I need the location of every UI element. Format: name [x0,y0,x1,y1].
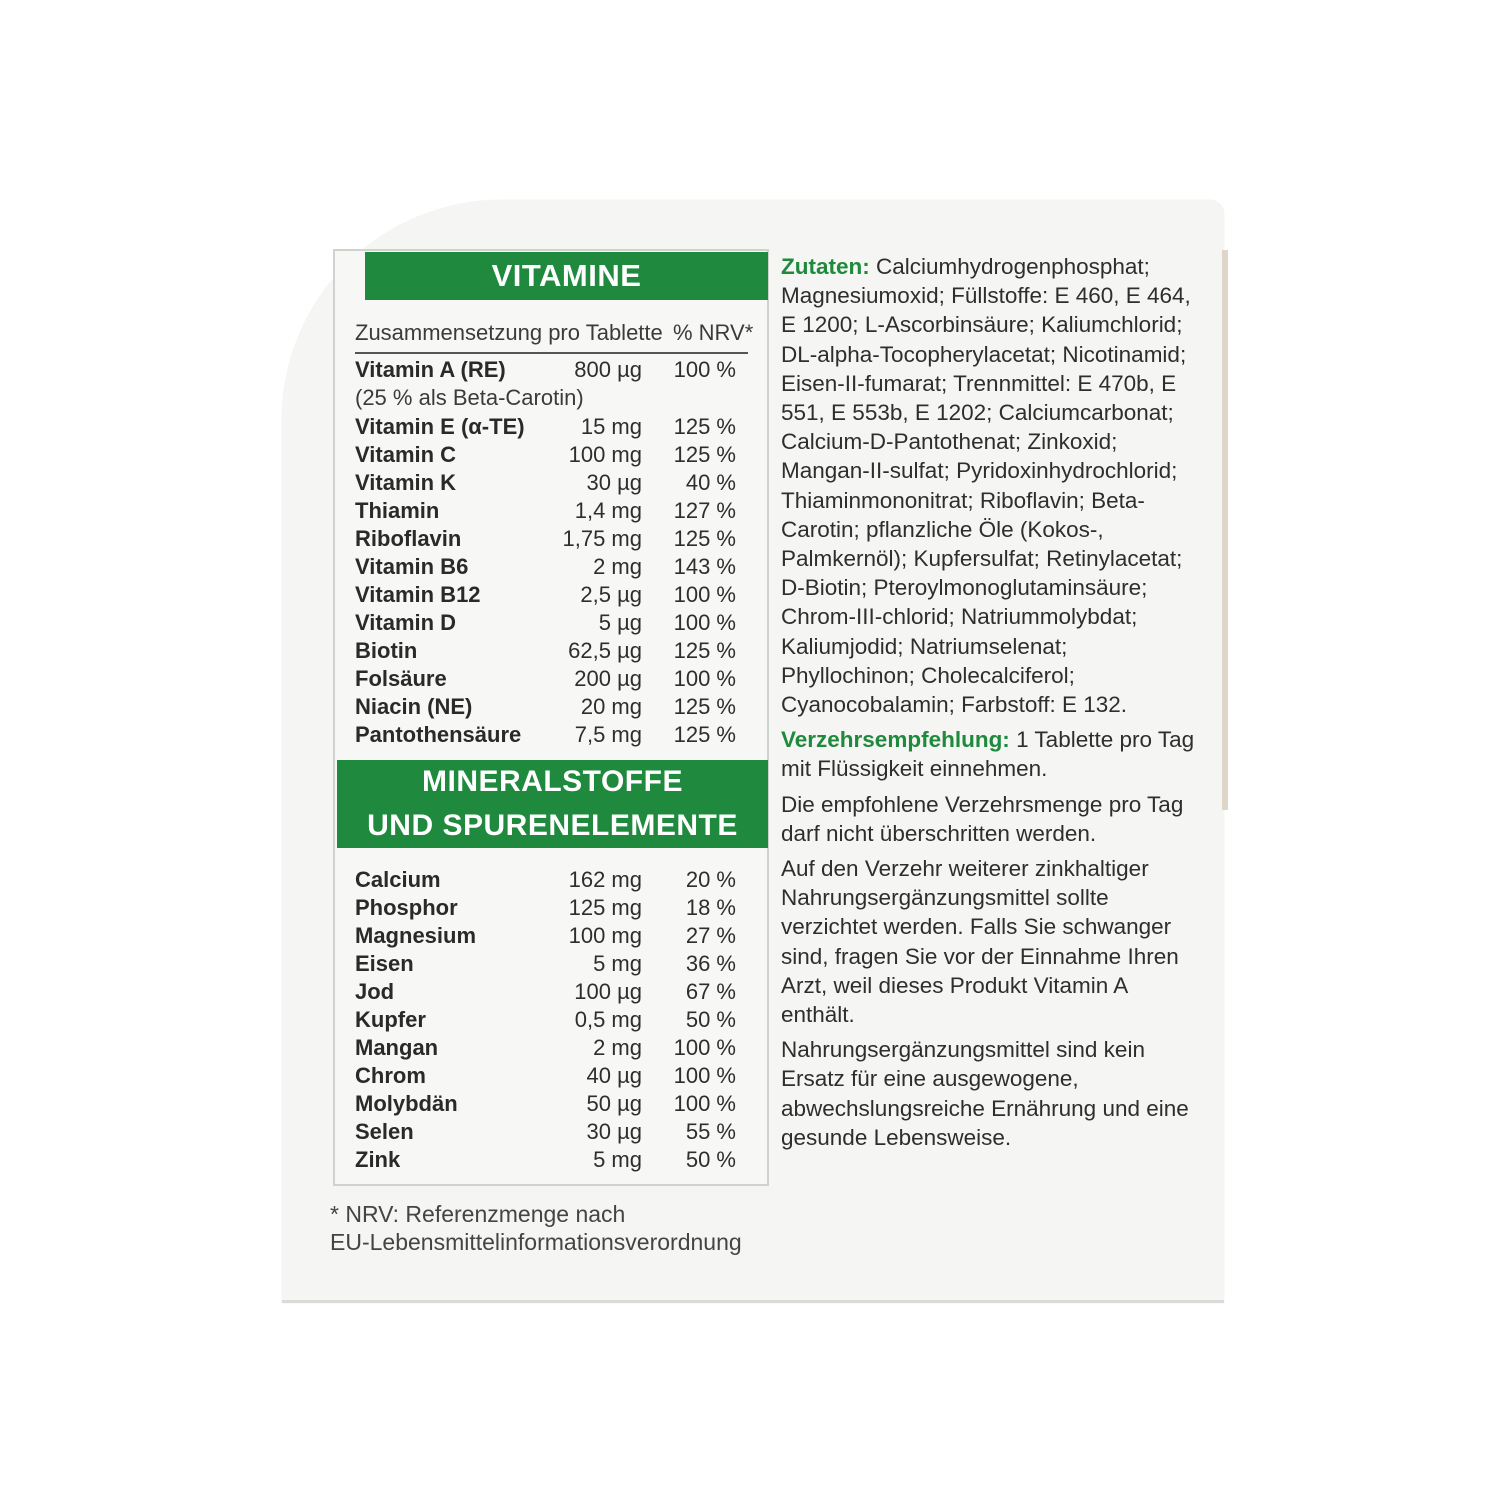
table-row [355,694,750,722]
note-paragraph: Die empfohlene Verzehrsmenge pro Tag darf nicht überschritten werden. [781,791,1184,846]
nutrient-name: Phosphor [355,895,458,920]
nutrient-name: Niacin (NE) [355,694,473,719]
nutrient-amount: 162 mg [568,867,642,892]
table-row [355,867,750,895]
nutrient-name: Zink [355,1147,401,1172]
header-rule [355,352,748,354]
nutrient-name: Riboflavin [355,526,462,551]
nutrient-amount: 1,75 mg [562,526,642,551]
nutrient-name: Jod [355,979,395,1004]
nutrient-nrv: 100 % [673,610,736,635]
table-row [355,1035,750,1063]
nutrient-amount: 100 mg [568,923,642,948]
nutrient-nrv: 100 % [673,666,736,691]
ingredients-paragraph [781,252,1201,719]
table-row [355,1147,750,1175]
nutrient-name: (25 % als Beta-Carotin) [355,385,584,410]
nutrient-amount: 0,5 mg [574,1007,642,1032]
nutrient-amount: 62,5 µg [568,638,642,663]
nutrient-nrv: 143 % [673,554,736,579]
nutrient-name: Thiamin [355,498,440,523]
nutrient-amount: 5 mg [593,1147,642,1172]
table-row [355,1091,750,1119]
nutrient-nrv: 36 % [685,951,736,976]
nutrient-nrv: 125 % [673,694,736,719]
nutrient-name: Mangan [355,1035,439,1060]
nutrient-nrv: 20 % [685,867,736,892]
nutrient-nrv: 125 % [673,722,736,747]
nutrient-name: Vitamin B6 [355,554,469,579]
nutrient-amount: 125 mg [568,895,642,920]
table-row [355,666,750,694]
nrv-header: % NRV* [673,320,754,345]
nutrient-nrv: 125 % [673,526,736,551]
nutrient-nrv: 18 % [685,895,736,920]
nutrient-nrv: 27 % [685,923,736,948]
table-row [355,470,750,498]
nutrient-amount: 5 mg [593,951,642,976]
nutrient-name: Vitamin A (RE) [355,357,506,382]
nutrient-name: Vitamin B12 [355,582,481,607]
nrv-footnote [330,1200,742,1256]
table-row [355,1119,750,1147]
vitamins-heading: VITAMINE [365,252,768,300]
nutrient-amount: 2 mg [593,554,642,579]
note-paragraph: Nahrungsergänzungsmittel sind kein Ersatz für eine ausgewogene, abwechslungsreiche Ernährung und eine gesunde Lebensweise. [781,1037,1189,1150]
nutrient-name: Molybdän [355,1091,458,1116]
nutrient-name: Vitamin C [355,442,457,467]
panel-edge [282,1300,1224,1303]
composition-header: Zusammensetzung pro Tablette [355,320,663,345]
table-row [355,722,750,750]
nutrient-name: Vitamin D [355,610,457,635]
note-paragraph: Auf den Verzehr weiterer zinkhaltiger Nahrungsergänzungsmittel sollte verzichtet werden. Falls Sie schwanger sind, fragen Sie vor der Einnahme Ihren Arzt, weil dieses Produkt Vitamin A enthält. [781,856,1179,1028]
ingredients-text: Calciumhydrogenphosphat; Magnesiumoxid; Füllstoffe: E 460, E 464, E 1200; L-Ascorbinsäure; Kaliumchlorid; DL-alpha-Tocopherylacetat; Nicotinamid; Eisen-II-fumarat; Trennmittel: E 470b, E 551, E 553b, E 1202; Calciumcarbonat; Calcium-D-Pantothenat; Zinkoxid; Mangan-II-sulfat; Pyridoxinhydrochlorid; Thiaminmononitrat; Riboflavin; Beta-Carotin; pflanzliche Öle (Kokos-, Palmkernöl); Kupfersulfat; Retinylacetat; D-Biotin; Pteroylmonoglutaminsäure; Chrom-III-chlorid; Natriummolybdat; Kaliumjodid; Natriumselenat; Phyllochinon; Cholecalciferol; Cyanocobalamin; Farbstoff: E 132. [781,254,1191,718]
table-row [355,442,750,470]
ingredients-column [781,252,1201,1158]
nutrient-name: Folsäure [355,666,447,691]
nutrient-nrv: 40 % [685,470,736,495]
nutrient-name: Calcium [355,867,441,892]
table-row [355,638,750,666]
nutrient-amount: 100 mg [568,442,642,467]
table-row [355,385,750,414]
table-row [355,951,750,979]
nutrient-amount: 40 µg [586,1063,642,1088]
table-row [355,610,750,638]
nutrient-nrv: 67 % [685,979,736,1004]
table-row [355,1007,750,1035]
table-row [355,1063,750,1091]
recommendation-label: Verzehrsempfehlung: [781,727,1010,753]
nutrient-nrv: 100 % [673,1035,736,1060]
minerals-heading-line2: UND SPURENELEMENTE [367,809,738,842]
nutrient-nrv: 100 % [673,357,736,382]
footnote-line1: * NRV: Referenzmenge nach [330,1201,626,1227]
nutrient-nrv: 125 % [673,414,736,439]
nutrient-amount: 2,5 µg [580,582,642,607]
table-row [355,923,750,951]
nutrient-nrv: 125 % [673,638,736,663]
nutrient-name: Eisen [355,951,414,976]
nutrient-nrv: 50 % [685,1147,736,1172]
nutrient-name: Kupfer [355,1007,426,1032]
nutrient-amount: 1,4 mg [574,498,642,523]
nutrient-name: Pantothensäure [355,722,522,747]
nutrient-nrv: 100 % [673,1091,736,1116]
ingredients-label: Zutaten: [781,254,870,279]
recommendation-paragraph [781,725,1201,783]
table-row [355,526,750,554]
nutrient-nrv: 125 % [673,442,736,467]
nutrient-amount: 20 mg [580,694,642,719]
nutrient-nrv: 127 % [673,498,736,523]
table-row [355,895,750,923]
minerals-list [355,867,750,1175]
vitamins-list [355,357,750,750]
nutrient-amount: 7,5 mg [574,722,642,747]
table-row [355,498,750,526]
nutrient-name: Chrom [355,1063,426,1088]
nutrient-amount: 200 µg [574,666,642,691]
table-row [355,979,750,1007]
nutrient-name: Vitamin K [355,470,457,495]
nutrient-amount: 15 mg [580,414,642,439]
nutrient-amount: 30 µg [586,470,642,495]
recommendation-text: 1 Tablette pro Tag mit Flüssigkeit einnehmen. [781,727,1195,782]
nutrient-name: Selen [355,1119,414,1144]
nutrient-name: Magnesium [355,923,477,948]
side-edge [1222,250,1228,810]
nutrient-amount: 100 µg [574,979,642,1004]
footnote-line2: EU-Lebensmittelinformationsverordnung [330,1229,742,1255]
nutrient-nrv: 100 % [673,1063,736,1088]
table-row [355,554,750,582]
nutrient-nrv: 50 % [685,1007,736,1032]
table-row [355,414,750,442]
minerals-heading [337,760,768,848]
nutrient-amount: 2 mg [593,1035,642,1060]
nutrient-nrv: 55 % [685,1119,736,1144]
nutrient-amount: 5 µg [598,610,642,635]
table-row [355,357,750,385]
nutrient-amount: 50 µg [586,1091,642,1116]
nutrient-amount: 30 µg [586,1119,642,1144]
nutrient-amount: 800 µg [574,357,642,382]
nutrient-nrv: 100 % [673,582,736,607]
minerals-heading-line1: MINERALSTOFFE [422,765,683,798]
table-row [355,582,750,610]
nutrient-name: Vitamin E (α-TE) [355,414,525,439]
nutrient-name: Biotin [355,638,418,663]
